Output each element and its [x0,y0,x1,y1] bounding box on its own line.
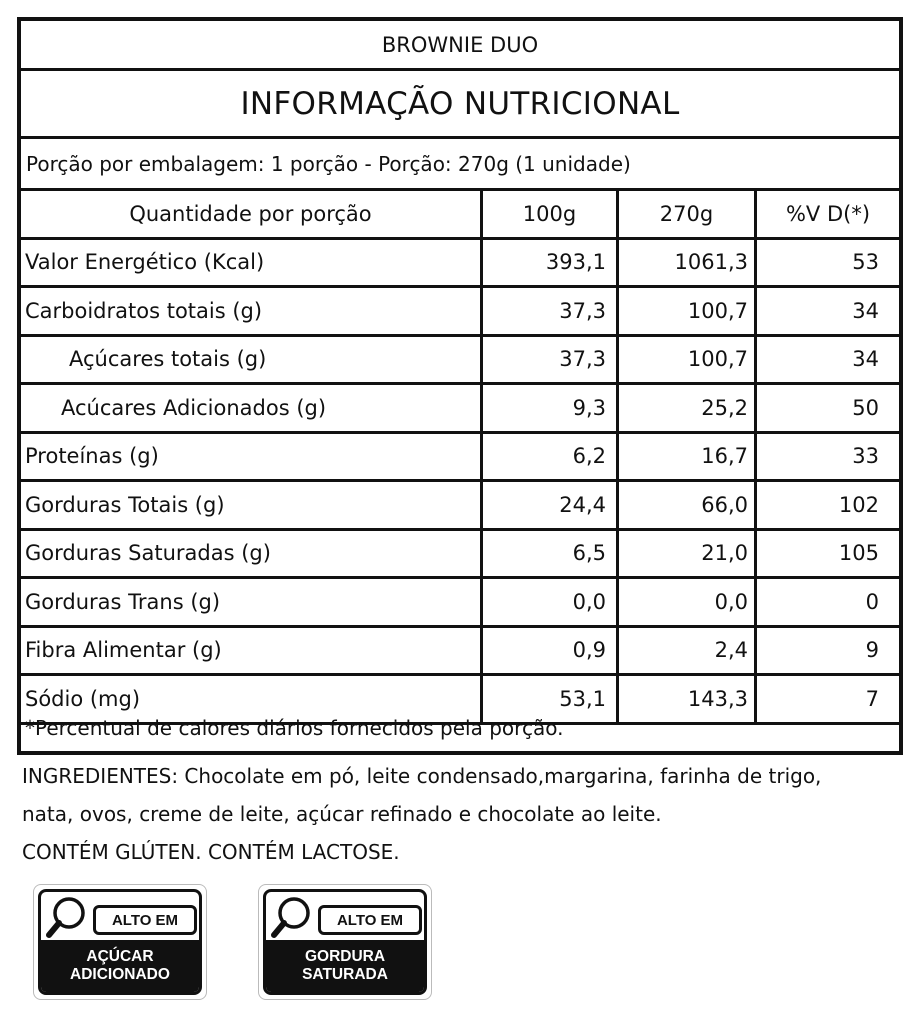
value-100g: 24,4 [483,482,619,528]
value-100g: 9,3 [483,385,619,431]
portion-info: Porção por embalagem: 1 porção - Porção: 270g (1 unidade) [21,139,899,191]
table-row [21,531,899,580]
value-portion: 100,7 [619,288,757,334]
value-vd: 0 [865,589,879,614]
value-portion: 16,7 [619,434,757,480]
table-row [21,579,899,628]
value-100g: 37,3 [483,288,619,334]
value-portion: 25,2 [619,385,757,431]
product-name: BROWNIE DUO [21,21,899,71]
nutrient-name: Acúcares Adicionados (g) [21,385,483,431]
nutrient-name: Valor Energético (Kcal) [21,240,483,286]
seal-nutrient-line2: ADICIONADO [70,966,170,983]
value-100g: 0,0 [483,579,619,625]
header-portion: 270g [619,191,757,237]
table-row [21,240,899,289]
value-100g: 6,5 [483,531,619,577]
header-quantity: Quantidade por porção [21,191,483,237]
table-row [21,482,899,531]
value-100g: 393,1 [483,240,619,286]
value-portion: 100,7 [619,337,757,383]
value-vd: 34 [852,298,879,323]
table-row [21,385,899,434]
header-vd: %V D(*) [785,201,871,226]
value-vd: 9 [865,638,879,663]
footnote: *Percentual de calores diários fornecidos pela porção. [25,716,564,740]
nutrition-label [17,17,903,755]
header-100g: 100g [483,191,619,237]
value-portion: 21,0 [619,531,757,577]
seal-nutrient-line1: AÇÚCAR [86,948,154,965]
magnifier-icon [270,894,314,940]
ingredients-line: INGREDIENTES: Chocolate em pó, leite condensado,margarina, farinha de trigo, [22,764,822,788]
nutrient-name: Carboidratos totais (g) [21,288,483,334]
table-row [21,337,899,386]
value-100g: 0,9 [483,628,619,674]
seal-high-label: ALTO EM [318,905,422,935]
value-vd: 53 [852,250,879,275]
table-row [21,628,899,677]
value-100g: 53,1 [483,676,619,722]
nutrition-heading: INFORMAÇÃO NUTRICIONAL [21,71,899,139]
value-vd: 105 [838,541,879,566]
seal-high-label: ALTO EM [93,905,197,935]
table-row [21,288,899,337]
value-vd: 7 [865,686,879,711]
nutrient-name: Proteínas (g) [21,434,483,480]
value-vd: 102 [838,492,879,517]
ingredients-text [22,757,912,871]
nutrient-name: Fibra Alimentar (g) [21,628,483,674]
value-portion: 2,4 [619,628,757,674]
high-saturated-fat-seal [258,884,432,1000]
nutrient-name: Sódio (mg) [21,676,483,722]
table-row [21,434,899,483]
value-portion: 1061,3 [619,240,757,286]
value-vd: 33 [852,444,879,469]
magnifier-icon [45,894,89,940]
value-100g: 6,2 [483,434,619,480]
nutrient-name: Gorduras Trans (g) [21,579,483,625]
nutrient-name: Gorduras Totais (g) [21,482,483,528]
value-portion: 0,0 [619,579,757,625]
value-100g: 37,3 [483,337,619,383]
high-added-sugar-seal [33,884,207,1000]
table-header-row [21,191,899,240]
nutrient-name: Açúcares totais (g) [21,337,483,383]
seal-nutrient-line2: SATURADA [302,966,388,983]
ingredients-line: nata, ovos, creme de leite, açúcar refinado e chocolate ao leite. [22,802,662,826]
nutrient-name: Gorduras Saturadas (g) [21,531,483,577]
value-vd: 50 [852,395,879,420]
value-vd: 34 [852,347,879,372]
value-portion: 66,0 [619,482,757,528]
seal-nutrient-line1: GORDURA [304,948,386,965]
value-portion: 143,3 [619,676,757,722]
allergen-warning: CONTÉM GLÚTEN. CONTÉM LACTOSE. [22,840,400,864]
